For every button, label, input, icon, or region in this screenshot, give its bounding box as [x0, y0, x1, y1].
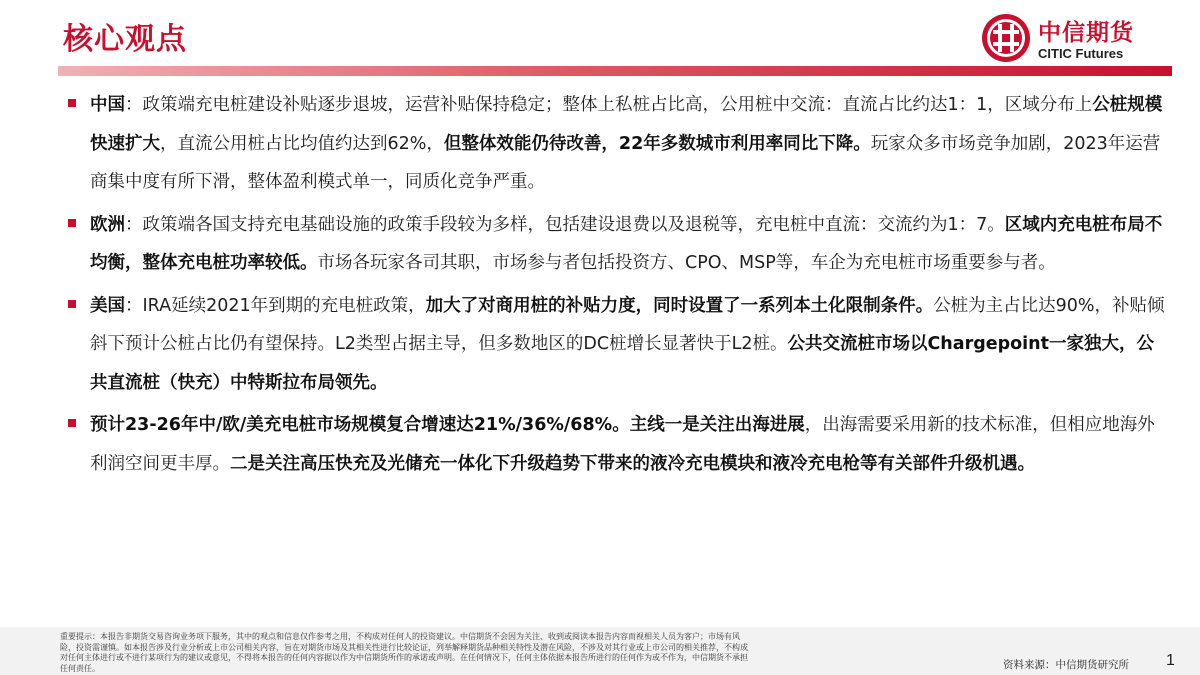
bullet-point: [68, 406, 1168, 483]
page-number: 1: [1166, 652, 1175, 669]
body-text: ：IRA延续2021年到期的充电桩政策，: [125, 295, 426, 316]
emphasis-text: 美国: [90, 295, 125, 316]
emphasis-text: 欧洲: [90, 214, 125, 235]
bullet-text: [90, 406, 1168, 483]
logo-name-cn: 中信期货: [1038, 20, 1134, 46]
bullet-point: [68, 287, 1168, 403]
emphasis-text: 预计23-26年中/欧/美充电桩市场规模复合增速达21%/36%/68%。主线一是关注出海进展: [90, 415, 805, 435]
bullet-point: [68, 206, 1168, 283]
square-bullet-icon: [68, 419, 76, 427]
bullet-point: [68, 86, 1168, 202]
logo-name-en: CITIC Futures: [1038, 46, 1124, 61]
bullet-text: [90, 287, 1168, 403]
body-text: 市场各玩家各司其职，市场参与者包括投资方、CPO、MSP等，车企为充电桩市场重要参与者。: [317, 253, 1056, 273]
body-text: ：政策端充电桩建设补贴逐步退坡，运营补贴保持稳定；整体上私桩占比高，公用桩中交流：直流占比约达1：1，区域分布上: [125, 95, 1093, 115]
body-text: 玩家众多市场竞争加剧，2023年运营商集中度有所下滑，整体盈利模式单一，同质化竞争严重。: [90, 133, 1161, 192]
emphasis-text: 区域内充电桩布局不均衡，整体充电桩功率较低。: [90, 214, 1163, 273]
source-note: 资料来源：中信期货研究所: [1003, 659, 1129, 671]
square-bullet-icon: [68, 99, 76, 107]
body-text: ，直流公用桩占比均值约达到62%，: [160, 133, 444, 154]
emphasis-text: 但整体效能仍待改善，22年多数城市利用率同比下降。: [443, 133, 871, 154]
body-text: ，出海需要采用新的技术标准，但相应地海外利润空间更丰厚。: [90, 415, 1155, 474]
body-text: ：政策端各国支持充电基础设施的政策手段较为多样，包括建设退费以及退税等，充电桩中直流：交流约为1：7。: [125, 214, 1005, 235]
title-divider-bar: [58, 66, 1172, 76]
emphasis-text: 加大了对商用桩的补贴力度，同时设置了一系列本土化限制条件。: [425, 295, 934, 316]
citic-futures-logo: [980, 8, 1180, 64]
bullet-text: [90, 86, 1168, 202]
emphasis-text: 公桩规模快速扩大: [90, 95, 1163, 154]
citic-logo-icon: [980, 12, 1032, 64]
page-title: 核心观点: [63, 22, 187, 57]
body-text: 公桩为主占比达90%，补贴倾斜下预计公桩占比仍有望保持。L2类型占据主导，但多数地区的DC桩增长显著快于L2桩。: [90, 295, 1165, 354]
disclaimer-text: 重要提示：本报告非期货交易咨询业务项下服务，其中的观点和信息仅作参考之用，不构成对任何人的投资建议。中信期货不会因为关注、收到或阅读本报告内容而视相关人员为客户；市场有风险，投资需谨慎。如本报告涉及行业分析或上市公司相关内容，旨在对期货市场及其相关性进行比较论证，列举解释期货品种相关特性及潜在风险，不涉及对其行业或上市公司的相关推荐，不构成对任何主体进行或不进行某项行为的建议或意见，不得将本报告的任何内容据以作为中信期货所作的承诺或声明。在任何情况下，任何主体依据本报告所进行的任何作为或不作为，中信期货不承担任何责任。: [60, 632, 748, 673]
emphasis-text: 中国: [90, 95, 125, 115]
bullet-text: [90, 206, 1168, 283]
square-bullet-icon: [68, 219, 76, 227]
square-bullet-icon: [68, 300, 76, 308]
emphasis-text: 公共交流桩市场以Chargepoint一家独大，公共直流桩（快充）中特斯拉布局领先。: [90, 334, 1154, 393]
key-points-list: [68, 86, 1168, 487]
emphasis-text: 二是关注高压快充及光储充一体化下升级趋势下带来的液冷充电模块和液冷充电枪等有关部件升级机遇。: [230, 453, 1035, 474]
